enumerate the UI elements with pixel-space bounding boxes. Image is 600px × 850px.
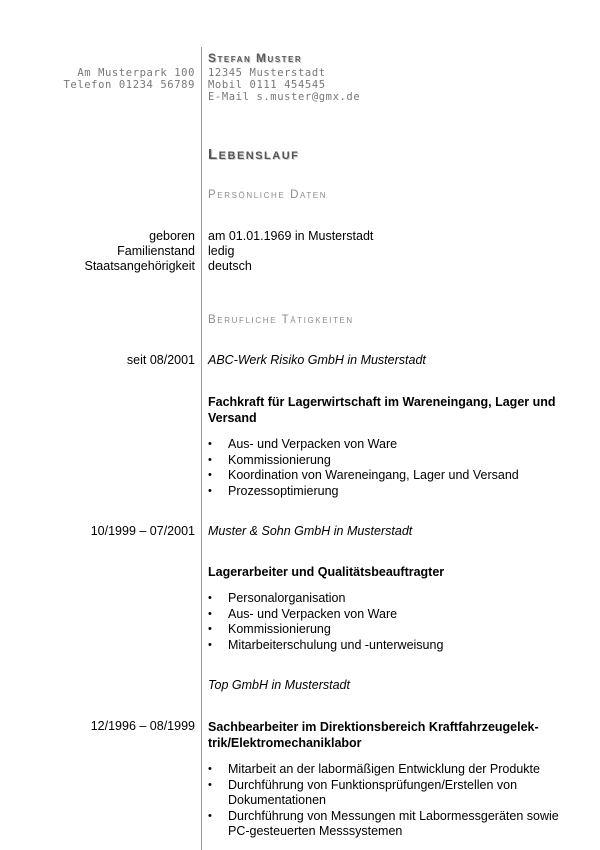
value-born: am 01.01.1969 in Musterstadt: [208, 229, 374, 243]
task-item: • Durchführung von Messungen mit Labormessgeräten sowie PC-gesteuerten Messsystemen: [208, 809, 568, 840]
entry-position: Sachbearbeiter im Direktionsbereich Kraftfahrzeugelek-trik/Elektromechaniklabor: [208, 720, 539, 750]
task-item: • Aus- und Verpacken von Ware: [208, 607, 568, 623]
label-marital-status: Familienstand: [117, 244, 195, 258]
city: 12345 Musterstadt: [208, 67, 326, 79]
entry-position: Fachkraft für Lagerwirtschaft im Wareneingang, Lager und Versand: [208, 395, 556, 425]
entry-company: Top GmbH in Musterstadt: [208, 678, 350, 692]
entry-task-list: [208, 437, 568, 499]
task-item: • Durchführung von Funktionsprüfungen/Erstellen von Dokumentationen: [208, 778, 568, 809]
task-item: • Mitarbeiterschulung und -unterweisung: [208, 638, 568, 654]
email-address: E-Mail s.muster@gmx.de: [208, 91, 361, 103]
entry-period: 12/1996 – 08/1999: [90, 719, 195, 733]
column-divider: [201, 47, 202, 850]
entry-period: 10/1999 – 07/2001: [90, 524, 195, 538]
contact-right: [208, 67, 360, 103]
mobile-number: Mobil 0111 454545: [208, 79, 326, 91]
entry-task-list: [208, 762, 568, 840]
task-item: • Mitarbeit an der labormäßigen Entwicklung der Produkte: [208, 762, 568, 778]
value-nationality: deutsch: [208, 259, 252, 273]
label-born: geboren: [149, 229, 195, 243]
applicant-name: Stefan Muster: [208, 51, 303, 65]
value-marital-status: ledig: [208, 244, 235, 258]
task-item: • Aus- und Verpacken von Ware: [208, 437, 568, 453]
task-item: • Prozessoptimierung: [208, 484, 568, 500]
section-heading-career: Berufliche Tätigkeiten: [208, 314, 354, 326]
street-address: Am Musterpark 100: [77, 67, 195, 79]
entry-period: seit 08/2001: [126, 353, 195, 367]
phone-number: Telefon 01234 56789: [63, 79, 195, 91]
task-item: • Personalorganisation: [208, 591, 568, 607]
entry-company: ABC-Werk Risiko GmbH in Musterstadt: [208, 353, 426, 367]
entry-position: Lagerarbeiter und Qualitätsbeauftragter: [208, 565, 445, 579]
entry-company: Muster & Sohn GmbH in Musterstadt: [208, 524, 413, 538]
task-item: • Kommissionierung: [208, 453, 568, 469]
task-item: • Koordination von Wareneingang, Lager und Versand: [208, 468, 568, 484]
task-item: • Kommissionierung: [208, 622, 568, 638]
contact-left: [63, 67, 195, 91]
label-nationality: Staatsangehörigkeit: [84, 259, 195, 273]
document-title: Lebenslauf: [208, 146, 300, 163]
section-heading-personal: Persönliche Daten: [208, 189, 328, 201]
entry-task-list: [208, 591, 568, 653]
